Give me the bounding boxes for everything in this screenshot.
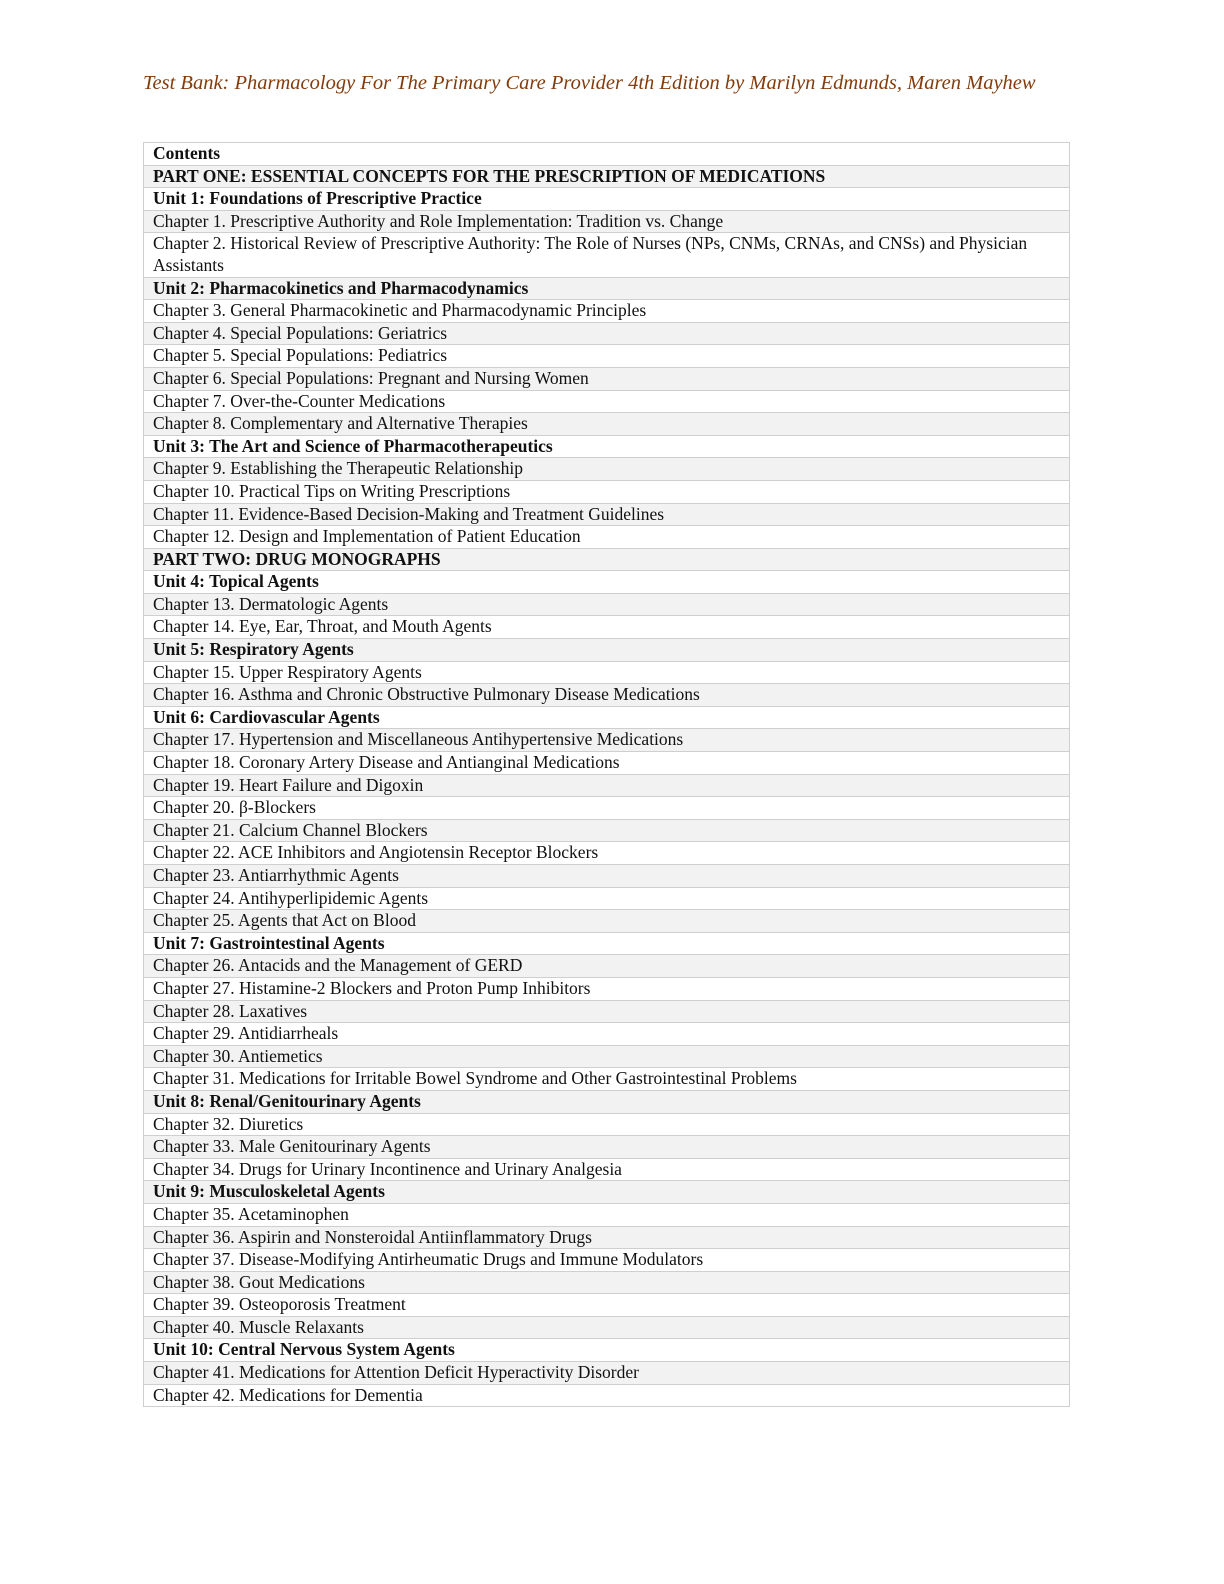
toc-chapter-row: [144, 729, 1070, 752]
toc-chapter-cell: Chapter 20. β-Blockers: [144, 797, 1070, 820]
toc-chapter-cell: Chapter 18. Coronary Artery Disease and Antianginal Medications: [144, 752, 1070, 775]
toc-chapter-cell: Chapter 11. Evidence-Based Decision-Making and Treatment Guidelines: [144, 503, 1070, 526]
document-title: Test Bank: Pharmacology For The Primary Care Provider 4th Edition by Marilyn Edmunds, Maren Mayhew: [143, 72, 1036, 94]
toc-heading-row: [144, 165, 1070, 188]
toc-chapter-row: [144, 1000, 1070, 1023]
toc-heading-row: [144, 706, 1070, 729]
toc-heading-cell: Unit 10: Central Nervous System Agents: [144, 1339, 1070, 1362]
toc-chapter-row: [144, 1136, 1070, 1159]
toc-chapter-row: [144, 684, 1070, 707]
toc-chapter-row: [144, 1384, 1070, 1407]
toc-chapter-cell: Chapter 31. Medications for Irritable Bowel Syndrome and Other Gastrointestinal Problems: [144, 1068, 1070, 1091]
toc-heading-cell: Contents: [144, 143, 1070, 166]
toc-chapter-row: [144, 593, 1070, 616]
toc-chapter-cell: Chapter 10. Practical Tips on Writing Prescriptions: [144, 480, 1070, 503]
toc-chapter-cell: Chapter 5. Special Populations: Pediatrics: [144, 345, 1070, 368]
toc-chapter-row: [144, 1068, 1070, 1091]
toc-chapter-row: [144, 865, 1070, 888]
contents-table-body: [144, 143, 1070, 1407]
toc-chapter-row: [144, 887, 1070, 910]
toc-chapter-row: [144, 1158, 1070, 1181]
toc-heading-row: [144, 1339, 1070, 1362]
toc-chapter-row: [144, 1362, 1070, 1385]
toc-chapter-cell: Chapter 1. Prescriptive Authority and Role Implementation: Tradition vs. Change: [144, 210, 1070, 233]
toc-chapter-cell: Chapter 2. Historical Review of Prescriptive Authority: The Role of Nurses (NPs, CNMs, CRNAs, and CNSs) and Physician Assistants: [144, 233, 1070, 277]
toc-chapter-row: [144, 1113, 1070, 1136]
toc-chapter-row: [144, 1316, 1070, 1339]
toc-chapter-cell: Chapter 6. Special Populations: Pregnant and Nursing Women: [144, 367, 1070, 390]
toc-heading-cell: Unit 7: Gastrointestinal Agents: [144, 932, 1070, 955]
toc-chapter-cell: Chapter 8. Complementary and Alternative Therapies: [144, 413, 1070, 436]
toc-chapter-cell: Chapter 25. Agents that Act on Blood: [144, 910, 1070, 933]
toc-heading-row: [144, 277, 1070, 300]
toc-chapter-cell: Chapter 37. Disease-Modifying Antirheumatic Drugs and Immune Modulators: [144, 1249, 1070, 1272]
toc-heading-cell: Unit 2: Pharmacokinetics and Pharmacodynamics: [144, 277, 1070, 300]
toc-chapter-cell: Chapter 21. Calcium Channel Blockers: [144, 819, 1070, 842]
toc-heading-cell: PART ONE: ESSENTIAL CONCEPTS FOR THE PRESCRIPTION OF MEDICATIONS: [144, 165, 1070, 188]
toc-chapter-row: [144, 977, 1070, 1000]
toc-chapter-row: [144, 1249, 1070, 1272]
contents-table: [143, 142, 1070, 1407]
toc-chapter-cell: Chapter 19. Heart Failure and Digoxin: [144, 774, 1070, 797]
toc-chapter-row: [144, 752, 1070, 775]
toc-chapter-cell: Chapter 35. Acetaminophen: [144, 1203, 1070, 1226]
toc-chapter-row: [144, 233, 1070, 277]
toc-chapter-row: [144, 910, 1070, 933]
toc-heading-row: [144, 1090, 1070, 1113]
toc-chapter-cell: Chapter 14. Eye, Ear, Throat, and Mouth Agents: [144, 616, 1070, 639]
toc-chapter-cell: Chapter 28. Laxatives: [144, 1000, 1070, 1023]
toc-chapter-row: [144, 300, 1070, 323]
toc-chapter-row: [144, 345, 1070, 368]
toc-chapter-cell: Chapter 41. Medications for Attention Deficit Hyperactivity Disorder: [144, 1362, 1070, 1385]
toc-chapter-row: [144, 322, 1070, 345]
toc-chapter-cell: Chapter 39. Osteoporosis Treatment: [144, 1294, 1070, 1317]
toc-chapter-row: [144, 1226, 1070, 1249]
toc-heading-row: [144, 639, 1070, 662]
toc-chapter-cell: Chapter 34. Drugs for Urinary Incontinence and Urinary Analgesia: [144, 1158, 1070, 1181]
toc-chapter-cell: Chapter 40. Muscle Relaxants: [144, 1316, 1070, 1339]
toc-heading-cell: Unit 3: The Art and Science of Pharmacotherapeutics: [144, 435, 1070, 458]
toc-heading-cell: Unit 4: Topical Agents: [144, 571, 1070, 594]
toc-chapter-row: [144, 797, 1070, 820]
toc-chapter-cell: Chapter 26. Antacids and the Management of GERD: [144, 955, 1070, 978]
toc-heading-cell: Unit 9: Musculoskeletal Agents: [144, 1181, 1070, 1204]
toc-chapter-row: [144, 842, 1070, 865]
toc-chapter-cell: Chapter 9. Establishing the Therapeutic Relationship: [144, 458, 1070, 481]
toc-chapter-cell: Chapter 33. Male Genitourinary Agents: [144, 1136, 1070, 1159]
toc-chapter-cell: Chapter 22. ACE Inhibitors and Angiotensin Receptor Blockers: [144, 842, 1070, 865]
toc-heading-cell: Unit 5: Respiratory Agents: [144, 639, 1070, 662]
toc-heading-cell: Unit 1: Foundations of Prescriptive Practice: [144, 188, 1070, 211]
toc-chapter-row: [144, 367, 1070, 390]
toc-chapter-row: [144, 526, 1070, 549]
toc-heading-cell: PART TWO: DRUG MONOGRAPHS: [144, 548, 1070, 571]
toc-chapter-row: [144, 819, 1070, 842]
toc-chapter-row: [144, 503, 1070, 526]
toc-chapter-cell: Chapter 7. Over-the-Counter Medications: [144, 390, 1070, 413]
toc-heading-row: [144, 571, 1070, 594]
toc-heading-row: [144, 435, 1070, 458]
toc-heading-row: [144, 143, 1070, 166]
toc-heading-cell: Unit 6: Cardiovascular Agents: [144, 706, 1070, 729]
toc-chapter-cell: Chapter 23. Antiarrhythmic Agents: [144, 865, 1070, 888]
toc-heading-row: [144, 188, 1070, 211]
toc-heading-row: [144, 548, 1070, 571]
toc-chapter-row: [144, 616, 1070, 639]
toc-chapter-row: [144, 480, 1070, 503]
toc-chapter-row: [144, 1203, 1070, 1226]
toc-heading-row: [144, 932, 1070, 955]
toc-chapter-row: [144, 1271, 1070, 1294]
toc-chapter-cell: Chapter 42. Medications for Dementia: [144, 1384, 1070, 1407]
toc-chapter-cell: Chapter 16. Asthma and Chronic Obstructive Pulmonary Disease Medications: [144, 684, 1070, 707]
toc-heading-cell: Unit 8: Renal/Genitourinary Agents: [144, 1090, 1070, 1113]
toc-chapter-row: [144, 1023, 1070, 1046]
toc-chapter-cell: Chapter 4. Special Populations: Geriatrics: [144, 322, 1070, 345]
toc-chapter-row: [144, 210, 1070, 233]
toc-chapter-row: [144, 458, 1070, 481]
toc-chapter-cell: Chapter 38. Gout Medications: [144, 1271, 1070, 1294]
toc-chapter-cell: Chapter 24. Antihyperlipidemic Agents: [144, 887, 1070, 910]
toc-chapter-cell: Chapter 3. General Pharmacokinetic and Pharmacodynamic Principles: [144, 300, 1070, 323]
toc-chapter-cell: Chapter 27. Histamine-2 Blockers and Proton Pump Inhibitors: [144, 977, 1070, 1000]
toc-chapter-cell: Chapter 30. Antiemetics: [144, 1045, 1070, 1068]
toc-chapter-cell: Chapter 36. Aspirin and Nonsteroidal Antiinflammatory Drugs: [144, 1226, 1070, 1249]
toc-chapter-cell: Chapter 32. Diuretics: [144, 1113, 1070, 1136]
toc-chapter-row: [144, 1045, 1070, 1068]
toc-chapter-cell: Chapter 13. Dermatologic Agents: [144, 593, 1070, 616]
toc-chapter-row: [144, 774, 1070, 797]
toc-chapter-cell: Chapter 12. Design and Implementation of Patient Education: [144, 526, 1070, 549]
toc-chapter-row: [144, 1294, 1070, 1317]
toc-chapter-row: [144, 390, 1070, 413]
toc-chapter-row: [144, 955, 1070, 978]
toc-chapter-cell: Chapter 15. Upper Respiratory Agents: [144, 661, 1070, 684]
toc-heading-row: [144, 1181, 1070, 1204]
toc-chapter-row: [144, 661, 1070, 684]
toc-chapter-cell: Chapter 29. Antidiarrheals: [144, 1023, 1070, 1046]
toc-chapter-cell: Chapter 17. Hypertension and Miscellaneous Antihypertensive Medications: [144, 729, 1070, 752]
toc-chapter-row: [144, 413, 1070, 436]
